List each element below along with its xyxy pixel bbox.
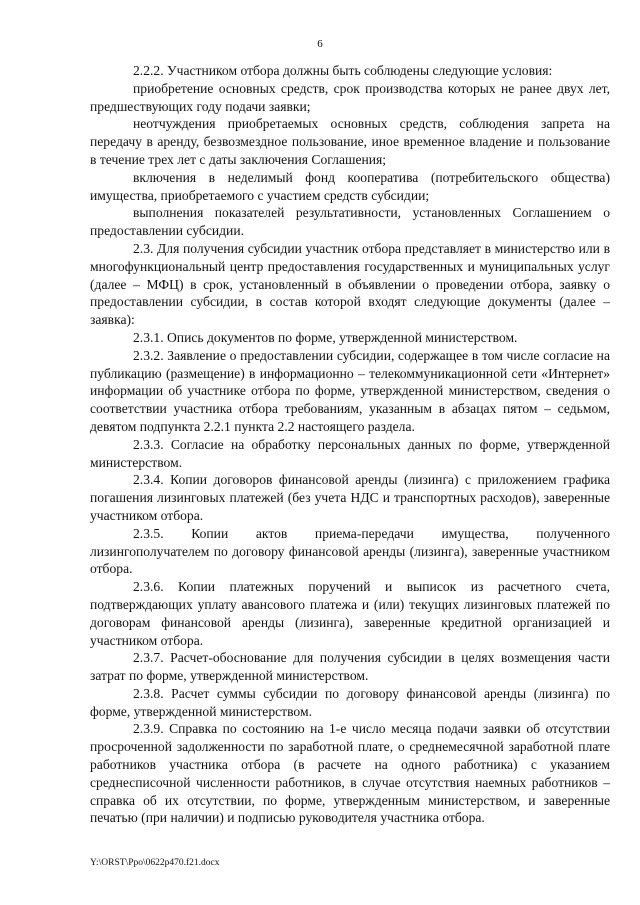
condition-indivisible-fund: включения в неделимый фонд кооператива (потребительского общества) имущества, приобретаемого с участием средств субсидии; [90,169,610,203]
paragraph-2-3-2: 2.3.2. Заявление о предоставлении субсидии, содержащее в том числе согласие на публикацию (размещение) в информационно – телекоммуникационной сети «Интернет» информации об участнике отбора по форме, утвержденной министерством, сведения о соответствии участника отбора требованиям, указанным в абзацах пятом – седьмом, девятом подпункта 2.2.1 пункта 2.2 настоящего раздела. [90,347,610,434]
paragraph-2-3-4: 2.3.4. Копии договоров финансовой аренды (лизинга) с приложением графика погашения лизинговых платежей (без учета НДС и транспортных расходов), заверенные участником отбора. [90,472,610,523]
paragraph-2-3-6: 2.3.6. Копии платежных поручений и выписок из расчетного счета, подтверждающих уплату авансового платежа и (или) текущих лизинговых платежей по договорам финансовой аренды (лизинга), заверенные кредитной организацией и участником отбора. [90,579,610,648]
paragraph-2-3-5: 2.3.5. Копии актов приема-передачи имущества, полученного лизингополучателем по договору финансовой аренды (лизинга), заверенные участником отбора. [90,525,610,577]
paragraph-2-3-9: 2.3.9. Справка по состоянию на 1-е число месяца подачи заявки об отсутствии просроченной задолженности по заработной плате, о среднемесячной заработной плате работников участника отбора (в расчете на одного работника) с указанием среднесписочной численности работников, в случае отсутствия наемных работников – справка об их отсутствии, по форме, утвержденным министерством, и заверенные печатью (при наличии) и подписью руководителя участника отбора. [90,721,610,826]
paragraph-2-3-7: 2.3.7. Расчет-обоснование для получения субсидии в целях возмещения части затрат по форме, утвержденной министерством. [90,650,610,684]
paragraph-2-3-8: 2.3.8. Расчет суммы субсидии по договору финансовой аренды (лизинга) по форме, утвержденной министерством. [90,685,610,719]
condition-acquisition: приобретение основных средств, срок производства которых не ранее двух лет, предшествующих году подачи заявки; [90,80,610,114]
condition-performance-indicators: выполнения показателей результативности, установленных Соглашением о предоставлении субсидии. [90,205,610,239]
paragraph-2-3-1: 2.3.1. Опись документов по форме, утвержденной министерством. [133,329,518,345]
condition-non-alienation: неотчуждения приобретаемых основных средств, соблюдения запрета на передачу в аренду, безвозмездное пользование, иное временное владение и пользование в течение трех лет с даты заключения Соглашения; [90,116,610,167]
document-body [90,62,610,827]
page-number: 6 [317,38,323,50]
paragraph-2-2-2: 2.2.2. Участником отбора должны быть соблюдены следующие условия: [133,63,553,78]
paragraph-2-3: 2.3. Для получения субсидии участник отбора представляет в министерство или в многофункциональный центр предоставления государственных и муниципальных услуг (далее – МФЦ) в срок, установленный в объявлении о проведении отбора, заявку о предоставлении субсидии, в состав которой входят следующие документы (далее – заявка): [90,240,610,328]
paragraph-2-3-3: 2.3.3. Согласие на обработку персональных данных по форме, утвержденной министерством. [90,436,610,470]
file-path-footer: Y:\ORST\Ppo\0622p470.f21.docx [90,858,220,868]
